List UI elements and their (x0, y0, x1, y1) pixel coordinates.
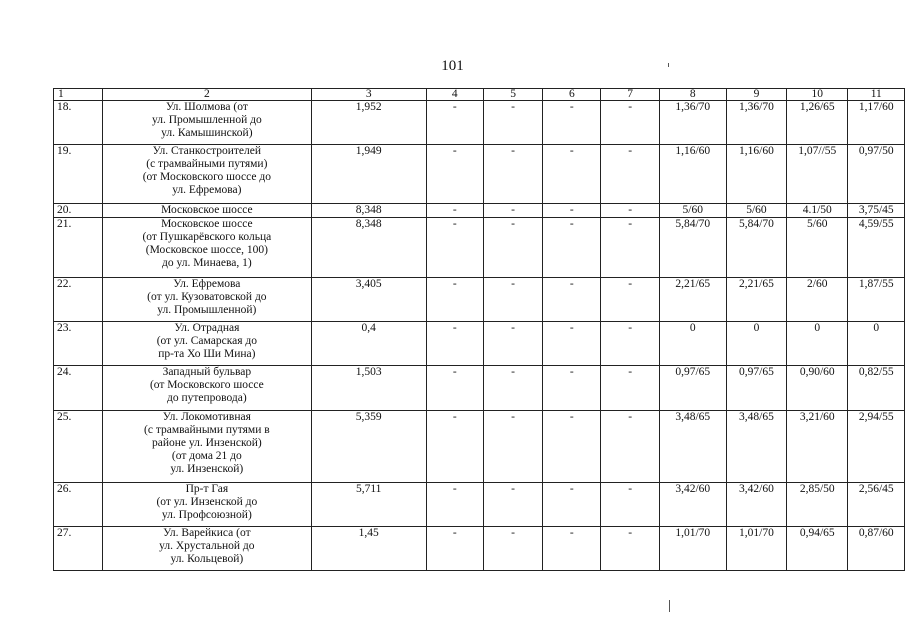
col8-value: 5,84/70 (659, 218, 726, 278)
col9-value: 5,84/70 (726, 218, 786, 278)
col8-value: 3,42/60 (659, 483, 726, 527)
table-row (54, 483, 905, 527)
header-cell: 4 (426, 89, 483, 101)
col9-value: 0 (726, 322, 786, 366)
header-cell: 3 (311, 89, 426, 101)
col10-value: 2,85/50 (787, 483, 848, 527)
col4-value: - (426, 322, 483, 366)
col10-value: 2/60 (787, 278, 848, 322)
length-value: 5,359 (311, 411, 426, 483)
col11-value: 2,56/45 (848, 483, 905, 527)
row-number: 22. (54, 278, 103, 322)
col5-value: - (483, 145, 542, 204)
col8-value: 1,16/60 (659, 145, 726, 204)
table-row (54, 278, 905, 322)
street-name: Ул. Шолмова (от ул. Промышленной до ул. Камышинской) (102, 101, 311, 145)
col7-value: - (601, 411, 659, 483)
row-number: 21. (54, 218, 103, 278)
header-cell: 6 (543, 89, 601, 101)
col8-value: 1,36/70 (659, 101, 726, 145)
col4-value: - (426, 204, 483, 218)
col9-value: 2,21/65 (726, 278, 786, 322)
col7-value: - (601, 218, 659, 278)
col5-value: - (483, 278, 542, 322)
page-number: 101 (441, 58, 464, 74)
row-number: 20. (54, 204, 103, 218)
col6-value: - (543, 278, 601, 322)
col6-value: - (543, 411, 601, 483)
col9-value: 3,42/60 (726, 483, 786, 527)
header-cell: 7 (601, 89, 659, 101)
col11-value: 0,97/50 (848, 145, 905, 204)
col4-value: - (426, 411, 483, 483)
col4-value: - (426, 101, 483, 145)
length-value: 5,711 (311, 483, 426, 527)
col6-value: - (543, 204, 601, 218)
col11-value: 3,75/45 (848, 204, 905, 218)
col8-value: 5/60 (659, 204, 726, 218)
col8-value: 0 (659, 322, 726, 366)
col4-value: - (426, 218, 483, 278)
col11-value: 2,94/55 (848, 411, 905, 483)
table-header-row (54, 89, 905, 101)
col6-value: - (543, 483, 601, 527)
col11-value: 0,87/60 (848, 527, 905, 571)
header-cell: 1 (54, 89, 103, 101)
scan-mark (668, 63, 669, 67)
street-name: Московское шоссе (от Пушкарёвского кольца (Московское шоссе, 100) до ул. Минаева, 1) (102, 218, 311, 278)
header-cell: 2 (102, 89, 311, 101)
table-row (54, 366, 905, 411)
col10-value: 1,26/65 (787, 101, 848, 145)
header-cell: 9 (726, 89, 786, 101)
length-value: 3,405 (311, 278, 426, 322)
col5-value: - (483, 101, 542, 145)
table-row (54, 322, 905, 366)
col7-value: - (601, 366, 659, 411)
col9-value: 0,97/65 (726, 366, 786, 411)
length-value: 1,949 (311, 145, 426, 204)
col10-value: 3,21/60 (787, 411, 848, 483)
col10-value: 0 (787, 322, 848, 366)
col7-value: - (601, 145, 659, 204)
street-name: Московское шоссе (102, 204, 311, 218)
col6-value: - (543, 145, 601, 204)
col11-value: 1,87/55 (848, 278, 905, 322)
col7-value: - (601, 101, 659, 145)
col4-value: - (426, 483, 483, 527)
col5-value: - (483, 366, 542, 411)
table-row (54, 411, 905, 483)
col6-value: - (543, 527, 601, 571)
table-row (54, 101, 905, 145)
col5-value: - (483, 411, 542, 483)
header-cell: 5 (483, 89, 542, 101)
col9-value: 1,36/70 (726, 101, 786, 145)
col5-value: - (483, 322, 542, 366)
col10-value: 1,07//55 (787, 145, 848, 204)
col5-value: - (483, 483, 542, 527)
col7-value: - (601, 527, 659, 571)
street-name: Ул. Ефремова (от ул. Кузоватовской до ул. Промышленной) (102, 278, 311, 322)
col4-value: - (426, 278, 483, 322)
col6-value: - (543, 218, 601, 278)
col5-value: - (483, 527, 542, 571)
col7-value: - (601, 483, 659, 527)
col10-value: 0,94/65 (787, 527, 848, 571)
col11-value: 4,59/55 (848, 218, 905, 278)
col10-value: 5/60 (787, 218, 848, 278)
col11-value: 0,82/55 (848, 366, 905, 411)
length-value: 0,4 (311, 322, 426, 366)
col10-value: 0,90/60 (787, 366, 848, 411)
street-name: Западный бульвар (от Московского шоссе до путепровода) (102, 366, 311, 411)
header-cell: 8 (659, 89, 726, 101)
row-number: 27. (54, 527, 103, 571)
length-value: 1,45 (311, 527, 426, 571)
col4-value: - (426, 527, 483, 571)
street-name: Ул. Локомотивная (с трамвайными путями в районе ул. Инзенской) (от дома 21 до ул. Инзенской) (102, 411, 311, 483)
length-value: 8,348 (311, 218, 426, 278)
col8-value: 2,21/65 (659, 278, 726, 322)
header-cell: 10 (787, 89, 848, 101)
table-row (54, 145, 905, 204)
row-number: 19. (54, 145, 103, 204)
col9-value: 5/60 (726, 204, 786, 218)
length-value: 8,348 (311, 204, 426, 218)
length-value: 1,503 (311, 366, 426, 411)
col8-value: 0,97/65 (659, 366, 726, 411)
col10-value: 4.1/50 (787, 204, 848, 218)
length-value: 1,952 (311, 101, 426, 145)
table-row (54, 527, 905, 571)
table-row (54, 204, 905, 218)
col5-value: - (483, 204, 542, 218)
street-name: Ул. Отрадная (от ул. Самарская до пр-та Хо Ши Мина) (102, 322, 311, 366)
table-row (54, 218, 905, 278)
col7-value: - (601, 278, 659, 322)
scan-mark (669, 600, 670, 612)
col9-value: 3,48/65 (726, 411, 786, 483)
col4-value: - (426, 366, 483, 411)
street-name: Ул. Варейкиса (от ул. Хрустальной до ул. Кольцевой) (102, 527, 311, 571)
col7-value: - (601, 204, 659, 218)
col11-value: 0 (848, 322, 905, 366)
col6-value: - (543, 366, 601, 411)
row-number: 25. (54, 411, 103, 483)
row-number: 23. (54, 322, 103, 366)
col6-value: - (543, 322, 601, 366)
col6-value: - (543, 101, 601, 145)
street-name: Пр-т Гая (от ул. Инзенской до ул. Профсоюзной) (102, 483, 311, 527)
col11-value: 1,17/60 (848, 101, 905, 145)
roads-table (53, 88, 905, 571)
col7-value: - (601, 322, 659, 366)
row-number: 18. (54, 101, 103, 145)
col9-value: 1,01/70 (726, 527, 786, 571)
col9-value: 1,16/60 (726, 145, 786, 204)
col5-value: - (483, 218, 542, 278)
col8-value: 1,01/70 (659, 527, 726, 571)
header-cell: 11 (848, 89, 905, 101)
row-number: 26. (54, 483, 103, 527)
row-number: 24. (54, 366, 103, 411)
col8-value: 3,48/65 (659, 411, 726, 483)
col4-value: - (426, 145, 483, 204)
street-name: Ул. Станкостроителей (с трамвайными путями) (от Московского шоссе до ул. Ефремова) (102, 145, 311, 204)
